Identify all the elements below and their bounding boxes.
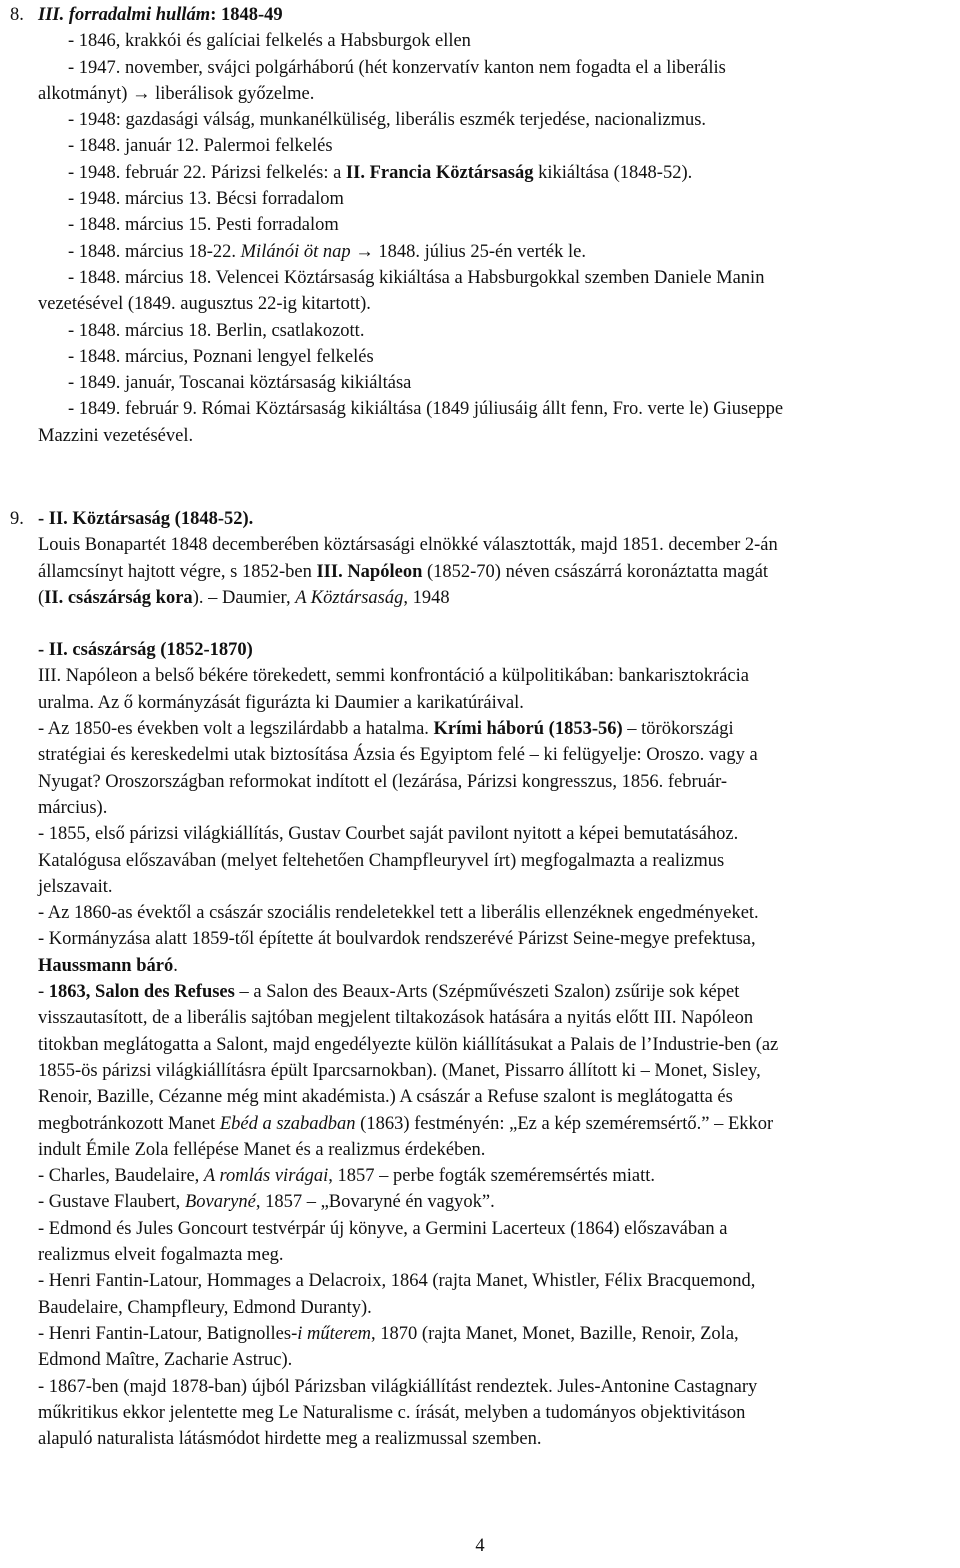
empire-title: - II. császárság (1852-1870) bbox=[38, 640, 253, 661]
bold-span: III. Napóleon bbox=[316, 561, 423, 582]
paragraph-line: műkritikus ekkor jelentette meg Le Naturalisme c. írását, melyben a tudományos objektivitáson bbox=[38, 1402, 746, 1423]
paragraph-line: visszautasított, de a liberális sajtóban megjelent tiltakozások hatására a nyitás előtt III. Napóleon bbox=[38, 1008, 754, 1029]
list-item: - 1848. március 18. Berlin, csatlakozott. bbox=[68, 320, 365, 341]
paragraph-line: uralma. Az ő kormányzását figurázta ki Daumier a karikatúráival. bbox=[38, 692, 524, 713]
paragraph-line: március). bbox=[38, 797, 108, 818]
section-9 bbox=[38, 506, 953, 1452]
paragraph-line: - Edmond és Jules Goncourt testvérpár új könyve, a Germini Lacerteux (1864) előszavában a bbox=[38, 1218, 728, 1239]
text-span: , 1857 – perbe fogták szeméremsértés miatt. bbox=[328, 1166, 656, 1187]
text-span: - bbox=[38, 982, 49, 1003]
paragraph-line: realizmus elveit fogalmazta meg. bbox=[38, 1245, 284, 1266]
paragraph-line bbox=[38, 953, 953, 979]
paragraph-line: III. Napóleon a belső békére törekedett, semmi konfrontáció a külpolitikában: bankarisztokrácia bbox=[38, 666, 749, 687]
section-9-number: 9. bbox=[10, 509, 24, 529]
paragraph-line: - Az 1860-as évektől a császár szociális rendeletekkel tett a liberális ellenzéknek engedményeket. bbox=[38, 903, 759, 924]
list-item-continuation: vezetésével (1849. augusztus 22-ig kitartott). bbox=[38, 294, 371, 315]
text-span: - Gustave Flaubert, bbox=[38, 1192, 185, 1213]
paragraph-line bbox=[38, 716, 953, 742]
list-item: - 1947. november, svájci polgárháború (hét konzervatív kanton nem fogadta el a liberális bbox=[68, 57, 726, 78]
bold-span: II. Francia Köztársaság bbox=[345, 162, 534, 183]
list-item: - 1948: gazdasági válság, munkanélküliség, liberális eszmék terjedése, nacionalizmus. bbox=[68, 110, 707, 131]
text-span: – a Salon des Beaux-Arts (Szépművészeti Szalon) zsűrije sok képet bbox=[234, 982, 740, 1003]
text-span: (1863) festményén: „Ez a kép szeméremsértő.” – Ekkor bbox=[355, 1113, 774, 1134]
paragraph-line: 1855-ös párizsi világkiállításra épült Iparcsarnokban). (Manet, Pissarro állított ki – Monet, Sisley, bbox=[38, 1060, 761, 1081]
paragraph-line: Baudelaire, Champfleury, Edmond Duranty). bbox=[38, 1297, 372, 1318]
text-span: megbotránkozott Manet bbox=[38, 1113, 220, 1134]
list-item-milan bbox=[38, 239, 953, 265]
text-span: - Charles, Baudelaire, bbox=[38, 1166, 204, 1187]
paragraph-line: indult Émile Zola fellépése Manet és a realizmus érdekében. bbox=[38, 1139, 486, 1160]
bold-span: Krími háború (1853-56) bbox=[433, 719, 623, 740]
text-span: , 1857 – „Bovaryné én vagyok”. bbox=[255, 1192, 495, 1213]
paragraph-line bbox=[38, 1321, 953, 1347]
text-span: ( bbox=[38, 587, 45, 608]
paragraph-line bbox=[38, 1163, 953, 1189]
paragraph-line: Louis Bonapartét 1848 decemberében köztársasági elnökké választották, majd 1851. december 2-án bbox=[38, 535, 778, 556]
page-number: 4 bbox=[475, 1536, 485, 1556]
text-span: - 1848. március 18-22. bbox=[68, 241, 241, 262]
section-9-title: - II. Köztársaság (1848-52). bbox=[38, 509, 254, 529]
text-span: (1852-70) néven császárrá koronáztatta magát bbox=[422, 561, 769, 582]
text-span: , 1870 (rajta Manet, Monet, Bazille, Renoir, Zola, bbox=[371, 1323, 739, 1344]
bold-span: Haussmann báró bbox=[38, 955, 174, 976]
text-span: . bbox=[173, 955, 178, 976]
text-span: , 1948 bbox=[403, 587, 450, 608]
paragraph-line bbox=[38, 559, 953, 585]
text-span: államcsínyt hajtott végre, s 1852-ben bbox=[38, 561, 317, 582]
paragraph-line: Nyugat? Oroszországban reformokat indított el (lezárása, Párizsi kongresszus, 1856. február- bbox=[38, 771, 728, 792]
paragraph-line: titokban meglátogatta a Salont, majd engedélyezte külön kiállításukat a Palais de l’Industrie-ben (az bbox=[38, 1034, 779, 1055]
text-span: – törökországi bbox=[622, 719, 734, 740]
paragraph-line: Katalógusa előszavában (melyet feltehetően Champfleuryvel írt) megfogalmazta a realizmus bbox=[38, 850, 725, 871]
paragraph-line: alapuló naturalista látásmódot hirdette meg a realizmussal szemben. bbox=[38, 1429, 542, 1450]
section-8-title bbox=[38, 2, 953, 28]
list-item-paris bbox=[38, 160, 953, 186]
list-item: - 1948. március 13. Bécsi forradalom bbox=[68, 189, 344, 210]
paragraph-line bbox=[38, 585, 953, 611]
section-8-title-italic: III. forradalmi hullám bbox=[38, 5, 211, 25]
text-span: - 1948. február 22. Párizsi felkelés: a bbox=[68, 162, 346, 183]
list-item: - 1848. március 18. Velencei Köztársaság kikiáltása a Habsburgokkal szemben Daniele Manin bbox=[68, 267, 765, 288]
paragraph-line: - 1867-ben (majd 1878-ban) újból Párizsban világkiállítást rendeztek. Jules-Antonine Castagnary bbox=[38, 1376, 758, 1397]
paragraph-line bbox=[38, 979, 953, 1005]
italic-span: A romlás virágai bbox=[203, 1166, 329, 1187]
italic-span: i műterem bbox=[297, 1323, 372, 1344]
section-8-title-rest: : 1848-49 bbox=[210, 5, 283, 25]
paragraph-line bbox=[38, 1189, 953, 1215]
list-item-continuation: alkotmányt) → liberálisok győzelme. bbox=[38, 83, 315, 104]
text-span: kikiáltása (1848-52). bbox=[533, 162, 693, 183]
paragraph-line: - Kormányzása alatt 1859-től építette át boulvardok rendszerévé Párizst Seine-megye prefektusa, bbox=[38, 929, 756, 950]
paragraph-line: - 1855, első párizsi világkiállítás, Gustav Courbet saját pavilont nyitott a képei bemutatásához. bbox=[38, 824, 739, 845]
bold-span: 1863, Salon des Refuses bbox=[48, 982, 235, 1003]
italic-span: Bovaryné bbox=[184, 1192, 256, 1213]
italic-span: Milánói öt nap bbox=[240, 241, 351, 262]
list-item: - 1848. január 12. Palermoi felkelés bbox=[68, 136, 333, 157]
paragraph-line: Renoir, Bazille, Cézanne még mint akadémista.) A császár a Refuse szalont is meglátogatta és bbox=[38, 1087, 733, 1108]
text-span: - Az 1850-es években volt a legszilárdabb a hatalma. bbox=[38, 719, 434, 740]
italic-span: Ebéd a szabadban bbox=[219, 1113, 356, 1134]
text-span: ). – Daumier, bbox=[192, 587, 296, 608]
paragraph-line bbox=[38, 1111, 953, 1137]
text-span: → 1848. július 25-én verték le. bbox=[350, 241, 586, 262]
list-item-continuation: Mazzini vezetésével. bbox=[38, 425, 194, 446]
paragraph-line: jelszavait. bbox=[38, 876, 113, 897]
text-span: - Henri Fantin-Latour, Batignolles- bbox=[38, 1323, 298, 1344]
paragraph-line: stratégiai és kereskedelmi utak biztosítása Ázsia és Egyiptom felé – ki felügyelje: Oroszo. vagy a bbox=[38, 745, 758, 766]
list-item: - 1849. január, Toscanai köztársaság kikiáltása bbox=[68, 373, 412, 394]
list-item: - 1846, krakkói és galíciai felkelés a Habsburgok ellen bbox=[68, 31, 471, 52]
section-8-number: 8. bbox=[10, 5, 24, 25]
list-item: - 1848. március 15. Pesti forradalom bbox=[68, 215, 339, 236]
list-item: - 1849. február 9. Római Köztársaság kikiáltása (1849 júliusáig állt fenn, Fro. verte le) Giuseppe bbox=[68, 399, 784, 420]
paragraph-line: Edmond Maître, Zacharie Astruc). bbox=[38, 1350, 293, 1371]
section-8 bbox=[38, 2, 953, 449]
paragraph-line: - Henri Fantin-Latour, Hommages a Delacroix, 1864 (rajta Manet, Whistler, Félix Bracquemond, bbox=[38, 1271, 756, 1292]
list-item: - 1848. március, Poznani lengyel felkelés bbox=[68, 346, 374, 367]
bold-span: II. császárság kora bbox=[44, 587, 193, 608]
italic-span: A Köztársaság bbox=[295, 587, 404, 608]
blank-line bbox=[38, 611, 953, 637]
